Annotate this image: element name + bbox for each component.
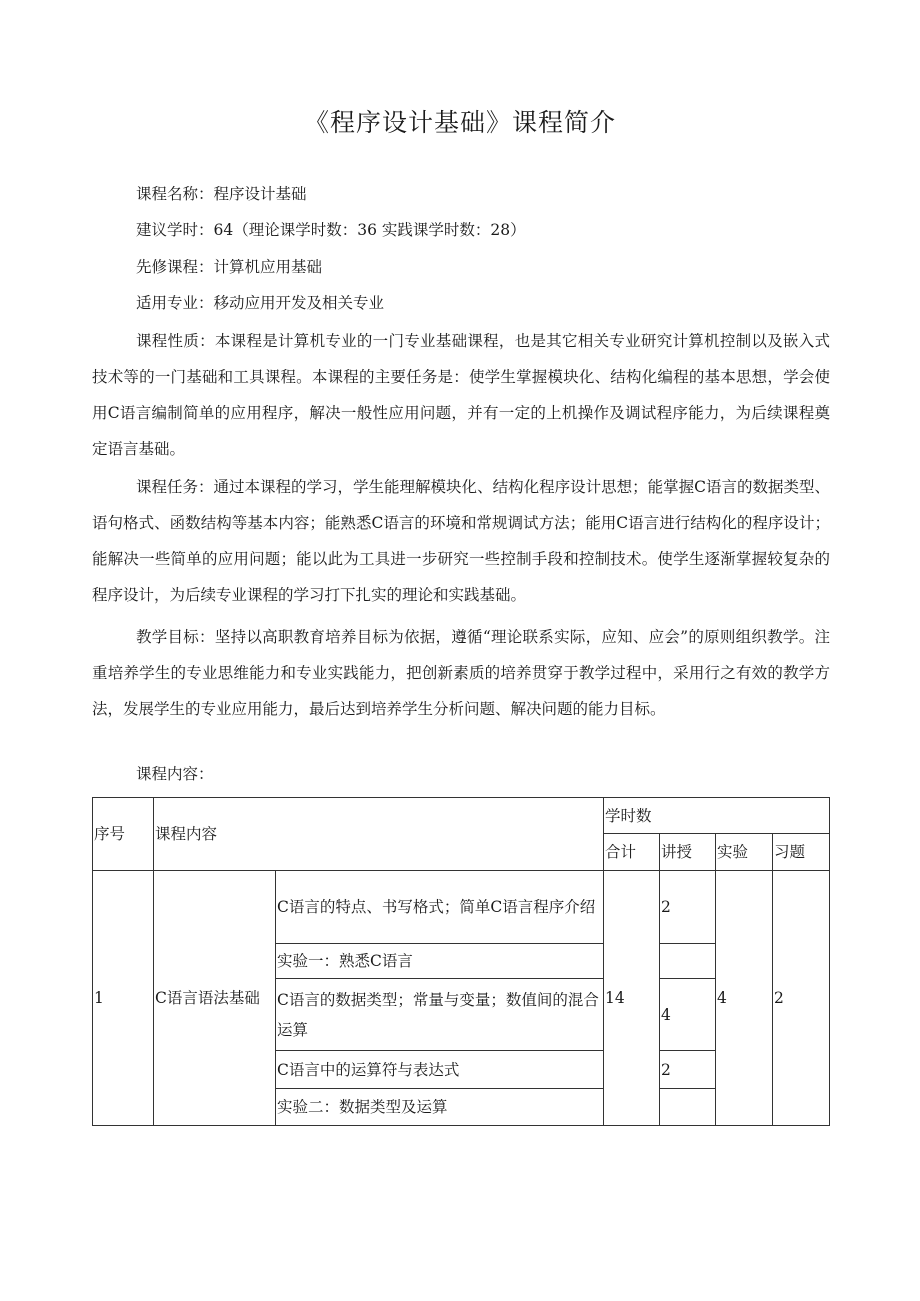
topic-lecture: 4 [660,979,716,1051]
row-seq: 1 [93,871,154,1126]
topic-cell: C语言中的运算符与表达式 [276,1051,604,1089]
topic-cell: 实验二：数据类型及运算 [276,1089,604,1126]
topic-cell: 实验一：熟悉C语言 [276,944,604,979]
header-lecture: 讲授 [660,834,716,871]
header-content: 课程内容 [154,798,604,871]
course-content-table [92,797,830,1126]
header-exercise: 习题 [773,834,830,871]
course-nature-paragraph: 课程性质：本课程是计算机专业的一门专业基础课程，也是其它相关专业研究计算机控制以及嵌入式技术等的一门基础和工具课程。本课程的主要任务是：使学生掌握模块化、结构化编程的基本思想，学会使用C语言编制简单的应用程序，解决一般性应用问题，并有一定的上机操作及调试程序能力，为后续课程奠定语言基础。 [92,332,830,458]
row-module: C语言语法基础 [154,871,276,1126]
row-exercise: 2 [773,871,830,1126]
hours-line: 建议学时：64（理论课学时数：36 实践课学时数：28） [136,221,526,239]
header-lab: 实验 [716,834,773,871]
course-content-label: 课程内容： [136,765,214,783]
row-lab: 4 [716,871,773,1126]
row-total: 14 [604,871,660,1126]
teaching-goal-paragraph: 教学目标：坚持以高职教育培养目标为依据，遵循“理论联系实际，应知、应会”的原则组织教学。注重培养学生的专业思维能力和专业实践能力，把创新素质的培养贯穿于教学过程中，采用行之有效的教学方法，发展学生的专业应用能力，最后达到培养学生分析问题、解决问题的能力目标。 [92,628,830,718]
course-task-paragraph: 课程任务：通过本课程的学习，学生能理解模块化、结构化程序设计思想；能掌握C语言的数据类型、语句格式、函数结构等基本内容；能熟悉C语言的环境和常规调试方法；能用C语言进行结构化的程序设计；能解决一些简单的应用问题；能以此为工具进一步研究一些控制手段和控制技术。使学生逐渐掌握较复杂的程序设计，为后续专业课程的学习打下扎实的理论和实践基础。 [92,478,830,604]
topic-cell: C语言的特点、书写格式；简单C语言程序介绍 [276,871,604,944]
major-line: 适用专业：移动应用开发及相关专业 [136,294,385,312]
topic-lecture: 2 [660,1051,716,1089]
table-header-row [93,798,830,834]
topic-cell: C语言的数据类型；常量与变量；数值间的混合运算 [276,979,604,1051]
header-total: 合计 [604,834,660,871]
topic-lecture [660,1089,716,1126]
course-name-line: 课程名称：程序设计基础 [136,185,307,203]
topic-lecture: 2 [660,871,716,944]
table-row [93,871,830,944]
header-seq: 序号 [93,798,154,871]
header-hours: 学时数 [604,798,830,834]
topic-lecture [660,944,716,979]
prerequisite-line: 先修课程：计算机应用基础 [136,258,323,276]
document-title: 《程序设计基础》课程简介 [303,108,616,137]
